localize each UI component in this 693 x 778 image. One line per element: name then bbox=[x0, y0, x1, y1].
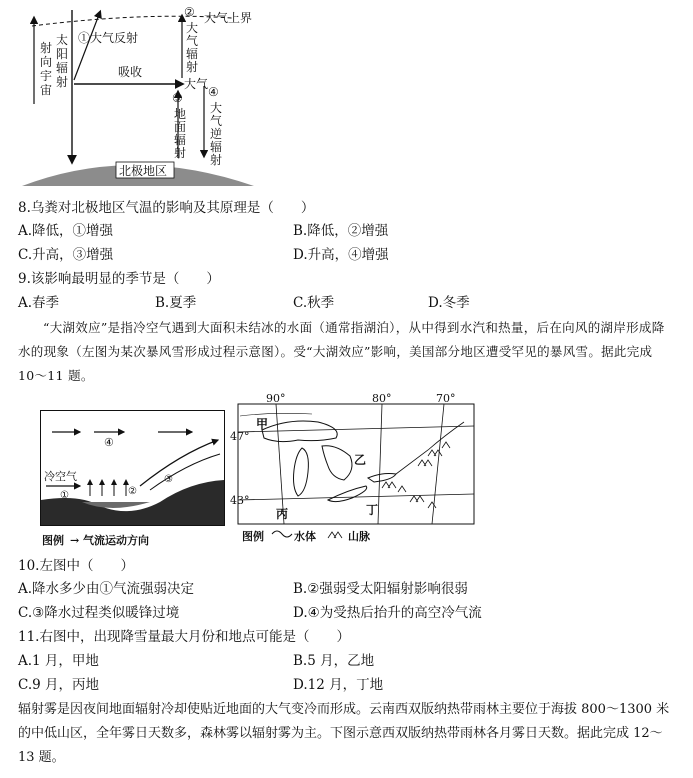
mountain-legend-symbol bbox=[328, 532, 342, 538]
q8-option-d[interactable]: D.升高，④增强 bbox=[293, 247, 389, 263]
q11-stem: 11.右图中，出现降雪量最大月份和地点可能是（ ） bbox=[18, 629, 350, 645]
q11-option-c[interactable]: C.9 月，丙地 bbox=[18, 677, 100, 693]
q8-stem: 8.乌粪对北极地区气温的影响及其原理是（ ） bbox=[18, 200, 315, 216]
fig2-legend-label: 图例 bbox=[42, 534, 64, 547]
place-jia: 甲 bbox=[256, 417, 269, 431]
lake-erie bbox=[328, 486, 367, 502]
q10-option-b[interactable]: B.②强弱受太阳辐射影响很弱 bbox=[293, 581, 468, 597]
label-3-num: ③ bbox=[172, 91, 183, 105]
cosmic-label: 射向宇宙 bbox=[40, 41, 53, 97]
q11-option-b[interactable]: B.5 月，乙地 bbox=[293, 653, 375, 669]
lon-80: 80° bbox=[372, 392, 392, 405]
fig3-legend-water: 水体 bbox=[294, 530, 316, 543]
fog-paragraph: 辐射雾是因夜间地面辐射冷却使贴近地面的大气变冷而形成。云南西双版纳热带雨林主要位于海拔 800～1300 米的中低山区，全年雾日天数多，森林雾以辐射雾为主。下图示意西双版纳热带雨林各月雾日天数。据此完成 12～13 题。 bbox=[18, 702, 670, 765]
q11-option-a[interactable]: A.1 月，甲地 bbox=[18, 653, 99, 669]
fig2-num-3: ③ bbox=[164, 474, 173, 485]
fig2-num-2: ② bbox=[128, 486, 137, 497]
absorb-label: 吸收 bbox=[118, 65, 143, 79]
solar-label: 太阳辐射 bbox=[56, 33, 69, 89]
label-2-text: 大气辐射 bbox=[186, 21, 199, 74]
fig2-legend-text: → 气流运动方向 bbox=[70, 534, 150, 547]
q10-option-c[interactable]: C.③降水过程类似暖锋过境 bbox=[18, 605, 180, 621]
fig2-num-4: ④ bbox=[104, 436, 114, 449]
cold-air-label: 冷空气 bbox=[44, 470, 77, 483]
mountain-symbols bbox=[382, 442, 450, 508]
q9-option-d[interactable]: D.冬季 bbox=[428, 295, 470, 311]
lat-43: 43° bbox=[230, 494, 250, 507]
place-yi: 乙 bbox=[354, 453, 367, 467]
lon-90: 90° bbox=[266, 392, 286, 405]
reflection-arrow bbox=[74, 12, 100, 80]
lake-huron bbox=[322, 446, 352, 480]
atmos-label: 大气 bbox=[184, 77, 209, 91]
q10-stem: 10.左图中（ ） bbox=[18, 558, 134, 574]
radiation-diagram bbox=[22, 4, 262, 186]
q9-option-a[interactable]: A.春季 bbox=[18, 295, 60, 311]
lake-ontario bbox=[368, 474, 396, 483]
label-4-num: ④ bbox=[208, 85, 219, 99]
q9-stem: 9.该影响最明显的季节是（ ） bbox=[18, 271, 220, 287]
label-1: ①大气反射 bbox=[78, 31, 139, 45]
lake-effect-diagram bbox=[40, 410, 225, 550]
great-lakes-map bbox=[232, 392, 488, 552]
fig3-legend-mountain: 山脉 bbox=[348, 530, 370, 543]
place-ding: 丁 bbox=[366, 503, 379, 517]
lon-70: 70° bbox=[436, 392, 456, 405]
label-3-text: 地面辐射 bbox=[174, 107, 187, 160]
fig3-legend-label: 图例 bbox=[242, 530, 264, 543]
label-4-text: 大气逆辐射 bbox=[210, 101, 223, 167]
q9-option-b[interactable]: B.夏季 bbox=[155, 295, 197, 311]
q8-option-c[interactable]: C.升高，③增强 bbox=[18, 247, 114, 263]
place-bing: 丙 bbox=[276, 507, 289, 521]
q8-option-b[interactable]: B.降低，②增强 bbox=[293, 223, 389, 239]
q9-option-c[interactable]: C.秋季 bbox=[293, 295, 335, 311]
fig2-num-1: ① bbox=[60, 490, 69, 501]
q10-option-a[interactable]: A.降水多少由①气流强弱决定 bbox=[18, 581, 195, 597]
atmosphere-top-line bbox=[32, 16, 232, 26]
q11-option-d[interactable]: D.12 月，丁地 bbox=[293, 677, 384, 693]
water-symbol bbox=[272, 531, 292, 537]
lake-michigan bbox=[294, 448, 309, 496]
q10-option-d[interactable]: D.④为受热后抬升的高空冷气流 bbox=[293, 605, 482, 621]
lat-47: 47° bbox=[230, 430, 250, 443]
label-2-num: ② bbox=[184, 5, 195, 19]
ground-label: 北极地区 bbox=[119, 164, 168, 178]
top-label: 大气上界 bbox=[204, 11, 253, 25]
lake-effect-paragraph: “大湖效应”是指冷空气遇到大面积未结冰的水面（通常指湖泊），从中得到水汽和热量，后在向风的湖岸形成降水的现象（左图为某次暴风雪形成过程示意图）。受“大湖效应”影响，美国部分地区遭受罕见的暴风雪。据此完成 10～11 题。 bbox=[18, 320, 665, 383]
q8-option-a[interactable]: A.降低，①增强 bbox=[18, 223, 114, 239]
